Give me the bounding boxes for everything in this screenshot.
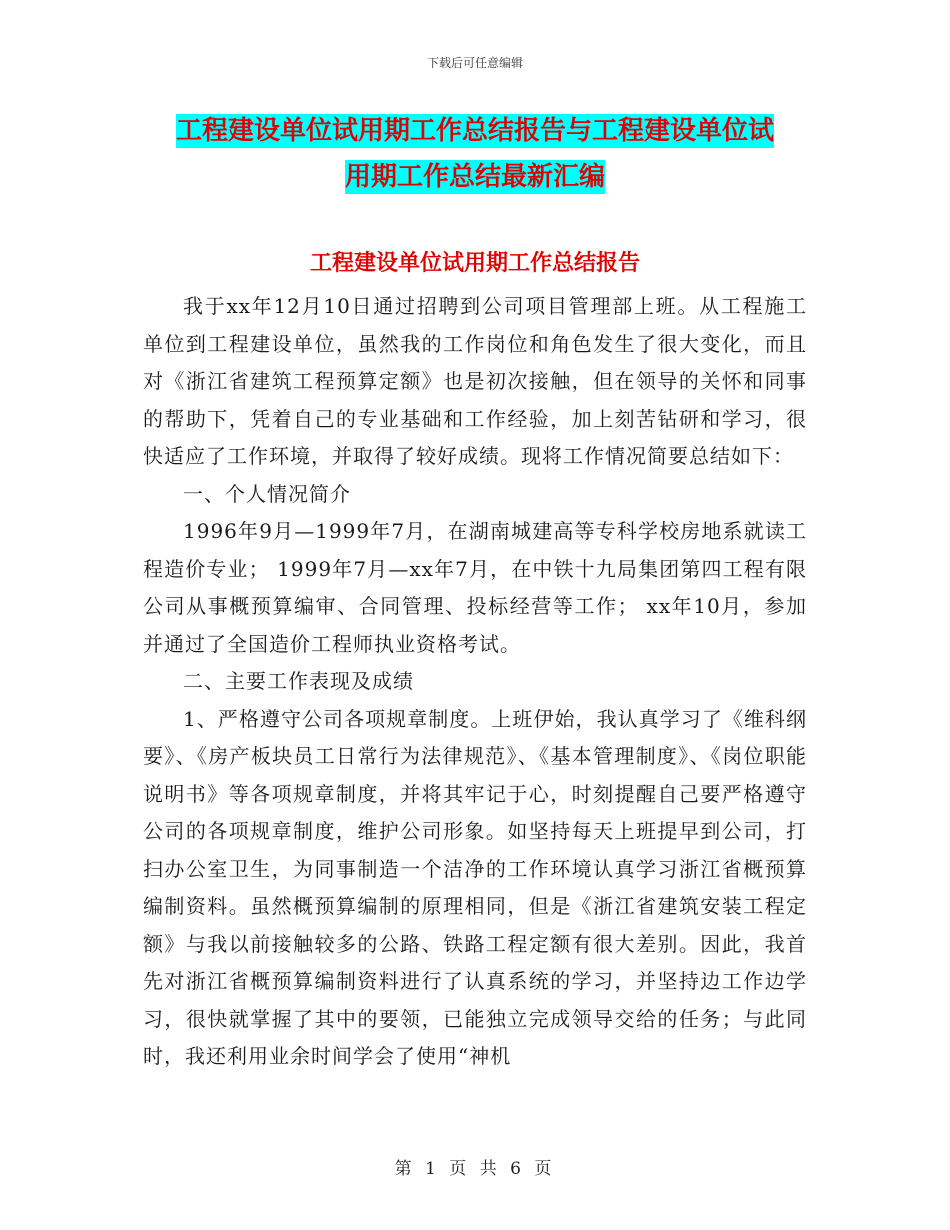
- paragraph-main-performance: 1、严格遵守公司各项规章制度。上班伊始，我认真学习了《维科纲要》、《房产板块员工日常行为法律规范》、《基本管理制度》、《岗位职能说明书》等各项规章制度，并将其牢记于心，时刻提醒自己要严格遵守公司的各项规章制度，维护公司形象。如坚持每天上班提早到公司，打扫办公室卫生，为同事制造一个洁净的工作环境认真学习浙江省概预算编制资料。虽然概预算编制的原理相同，但是《浙江省建筑安装工程定额》与我以前接触较多的公路、铁路工程定额有很大差别。因此，我首先对浙江省概预算编制资料进行了认真系统的学习，并坚持边工作边学习，很快就掌握了其中的要领，已能独立完成领导交给的任务；与此同时，我还利用业余时间学会了使用“神机: [143, 706, 807, 1068]
- main-title-line-2: 用期工作总结最新汇编: [344, 162, 605, 192]
- page-footer: 第 1 页 共 6 页: [394, 1159, 556, 1179]
- section-title: 工程建设单位试用期工作总结报告: [309, 251, 640, 276]
- body-text: [143, 288, 807, 1076]
- paragraph-intro: 我于xx年12月10日通过招聘到公司项目管理部上班。从工程施工单位到工程建设单位，虽然我的工作岗位和角色发生了很大变化，而且对《浙江省建筑工程预算定额》也是初次接触，但在领导的关怀和同事的帮助下，凭着自己的专业基础和工作经验，加上刻苦钻研和学习，很快适应了工作环境，并取得了较好成绩。现将工作情况简要总结如下：: [143, 294, 807, 468]
- main-title: [150, 108, 800, 200]
- header-note: 下载后可任意编辑: [426, 56, 523, 70]
- heading-main-performance: 二、主要工作表现及成绩: [183, 669, 414, 693]
- paragraph-personal-profile: 1996年9月—1999年7月，在湖南城建高等专科学校房地系就读工程造价专业； 1999年7月—xx年7月，在中铁十九局集团第四工程有限公司从事概预算编审、合同管理、投标经营等工作； xx年10月，参加并通过了全国造价工程师执业资格考试。: [143, 519, 807, 656]
- heading-personal-profile: 一、个人情况简介: [183, 481, 351, 506]
- main-title-line-1: 工程建设单位试用期工作总结报告与工程建设单位试: [175, 116, 774, 146]
